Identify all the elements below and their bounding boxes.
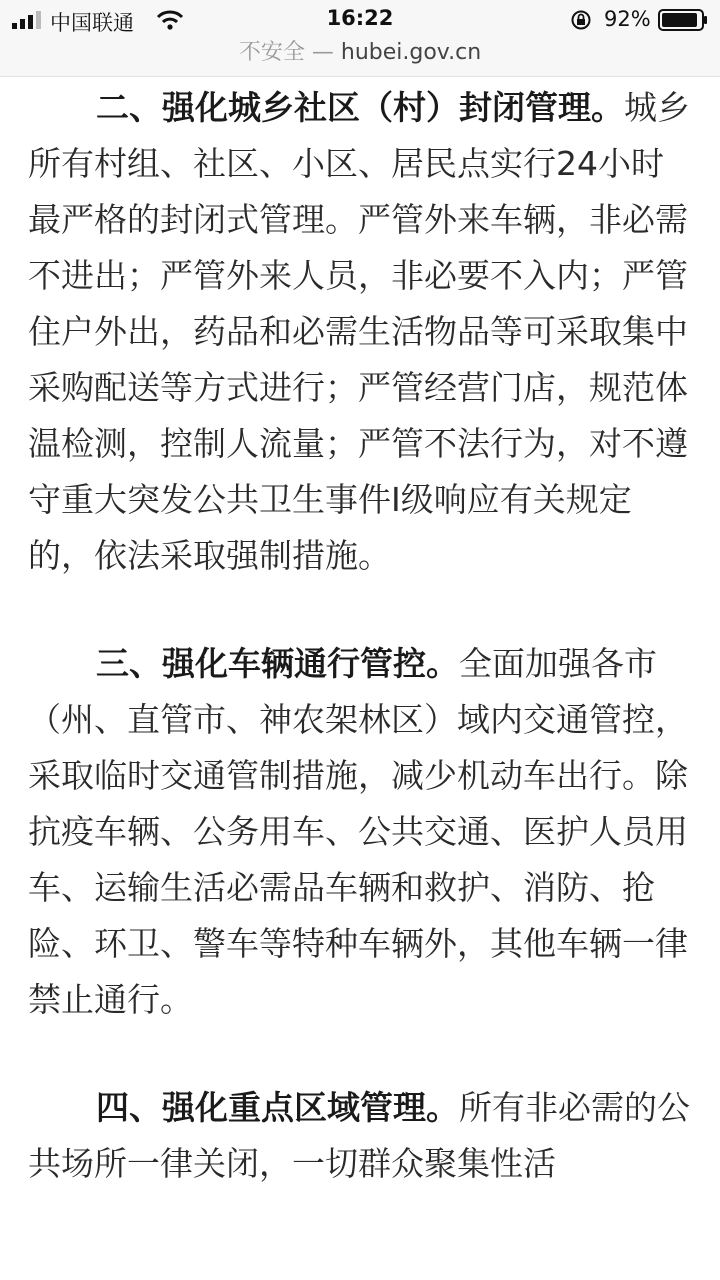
battery-icon xyxy=(658,9,708,31)
address-bar[interactable] xyxy=(0,40,720,77)
article-paragraph xyxy=(28,80,692,584)
article-paragraph xyxy=(28,636,692,1028)
carrier-name: 中国联通 xyxy=(50,11,134,35)
paragraph-text: 所有非必需的公共场所一律关闭，一切群众聚集性活 xyxy=(28,1088,690,1183)
paragraph-heading: 二、强化城乡社区（村）封闭管理。 xyxy=(96,88,624,127)
article-paragraph xyxy=(28,1080,692,1192)
paragraph-heading: 三、强化车辆通行管控。 xyxy=(96,644,459,683)
security-warning-label: 不安全 xyxy=(238,40,305,65)
address-separator: — xyxy=(311,40,334,65)
orientation-lock-icon xyxy=(570,9,592,31)
paragraph-text: 城乡所有村组、社区、小区、居民点实行24小时最严格的封闭式管理。严管外来车辆，非必需不进出；严管外来人员，非必要不入内；严管住户外出，药品和必需生活物品等可采取集中采购配送等方式进行；严管经营门店，规范体温检测，控制人流量；严管不法行为，对不遵守重大突发公共卫生事件Ⅰ级响应有关规定的，依法采取强制措施。 xyxy=(28,88,690,575)
status-time: 16:22 xyxy=(326,6,394,30)
paragraph-text: 全面加强各市（州、直管市、神农架林区）域内交通管控，采取临时交通管制措施，减少机动车出行。除抗疫车辆、公务用车、公共交通、医护人员用车、运输生活必需品车辆和救护、消防、抢险、环卫、警车等特种车辆外，其他车辆一律禁止通行。 xyxy=(28,644,688,1019)
status-bar xyxy=(0,0,720,40)
paragraph-heading: 四、强化重点区域管理。 xyxy=(96,1088,459,1127)
site-domain: hubei.gov.cn xyxy=(340,40,482,65)
article-body xyxy=(0,76,720,1192)
battery-percentage: 92% xyxy=(604,7,651,31)
